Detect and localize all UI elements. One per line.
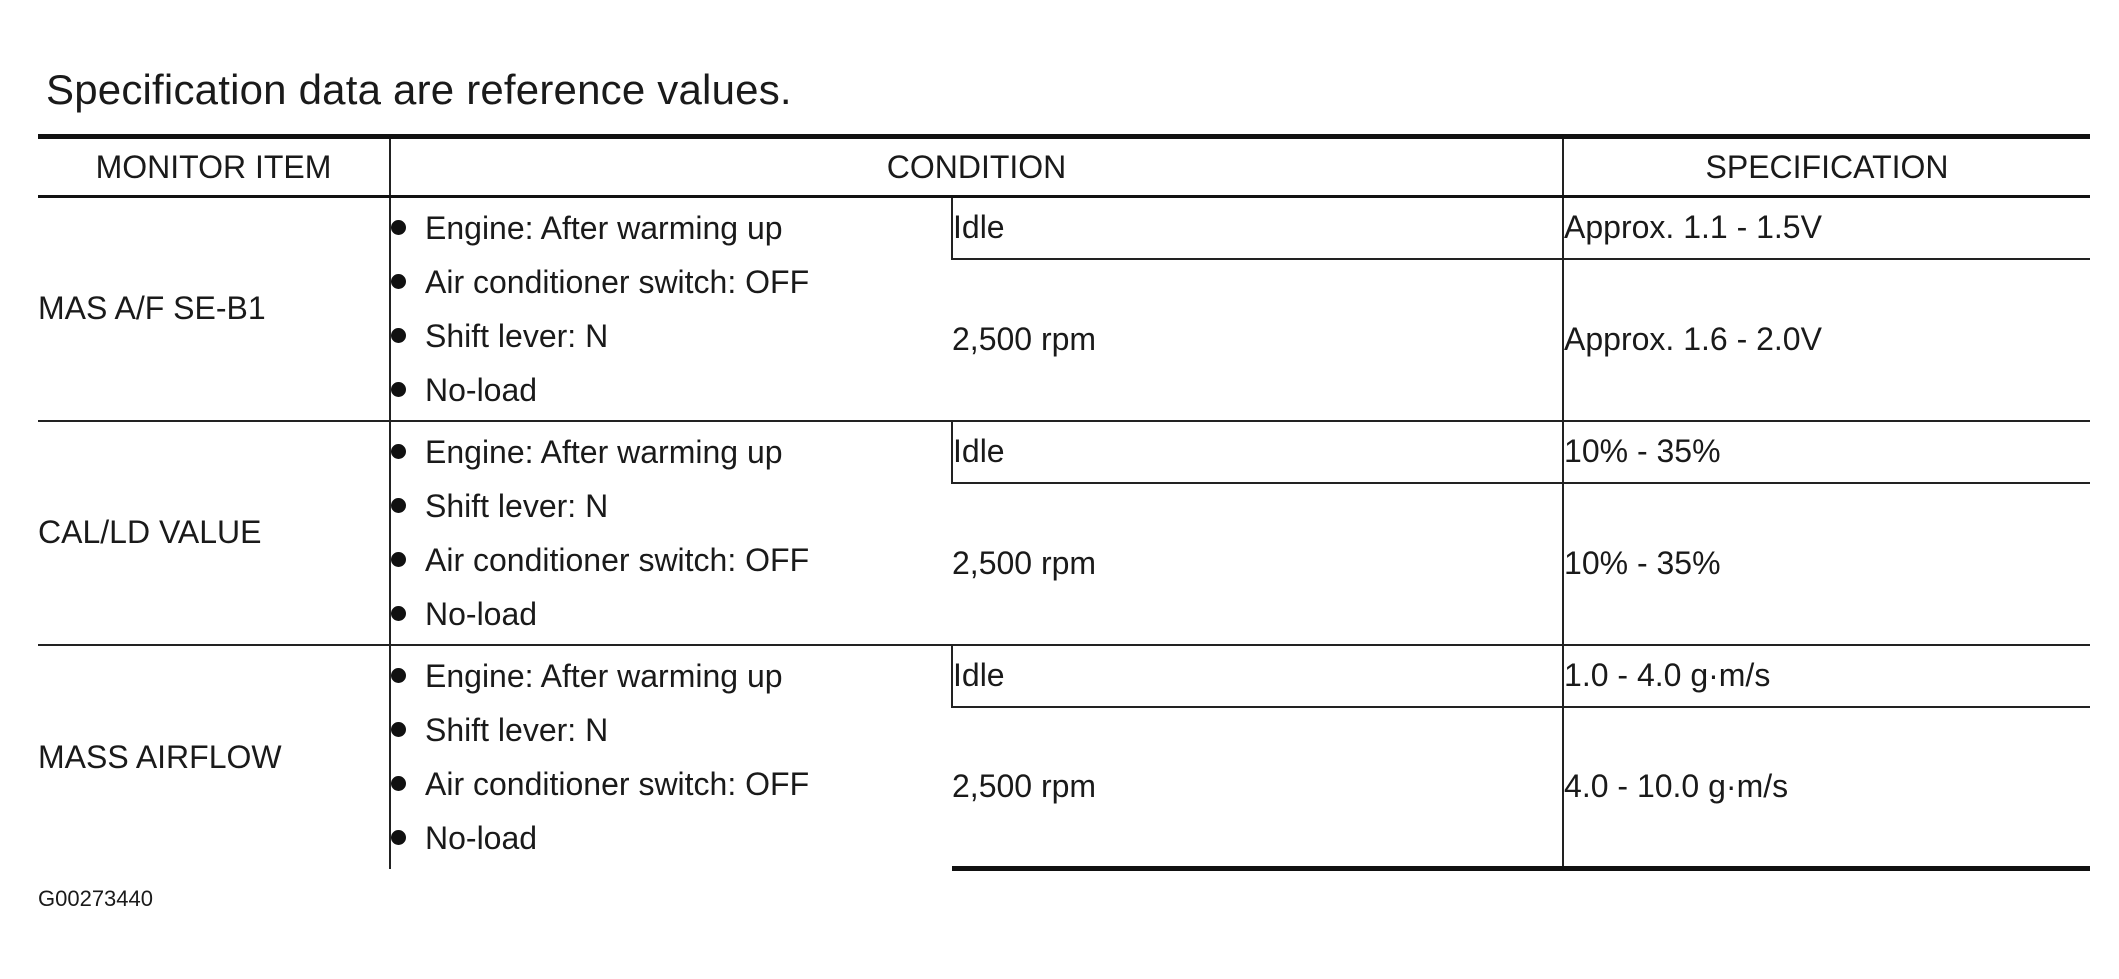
monitor-item-cell: MASS AIRFLOW <box>38 645 390 869</box>
condition-item: Shift lever: N <box>391 479 951 533</box>
sub-condition-cell: Idle <box>952 197 1563 259</box>
bullet-icon <box>391 830 406 845</box>
bullet-icon <box>391 606 406 621</box>
condition-item: Air conditioner switch: OFF <box>391 255 951 309</box>
condition-item: Shift lever: N <box>391 309 951 363</box>
condition-list <box>391 425 951 641</box>
bullet-icon <box>391 328 406 343</box>
sub-condition-cell: 2,500 rpm <box>952 259 1563 421</box>
bullet-icon <box>391 498 406 513</box>
header-specification: SPECIFICATION <box>1563 137 2090 197</box>
condition-item: Air conditioner switch: OFF <box>391 533 951 587</box>
specification-cell: 10% - 35% <box>1563 421 2090 483</box>
sub-condition-cell: Idle <box>952 421 1563 483</box>
bullet-icon <box>391 722 406 737</box>
condition-list <box>391 201 951 417</box>
sub-condition-cell: 2,500 rpm <box>952 483 1563 645</box>
bullet-icon <box>391 776 406 791</box>
header-condition: CONDITION <box>390 137 1563 197</box>
header-monitor-item: MONITOR ITEM <box>95 148 332 185</box>
condition-item: Air conditioner switch: OFF <box>391 757 951 811</box>
table-row <box>38 645 2090 707</box>
page-heading: Specification data are reference values. <box>46 66 792 113</box>
table-row <box>38 197 2090 259</box>
sub-condition-cell: Idle <box>952 645 1563 707</box>
figure-id: G00273440 <box>38 886 153 911</box>
condition-list-cell <box>390 197 952 421</box>
monitor-item-cell: CAL/LD VALUE <box>38 421 390 645</box>
condition-item: Engine: After warming up <box>391 649 951 703</box>
condition-list <box>391 649 951 865</box>
sub-condition-cell: 2,500 rpm <box>952 707 1563 869</box>
condition-item: Engine: After warming up <box>391 425 951 479</box>
bullet-icon <box>391 668 406 683</box>
condition-item: No-load <box>391 363 951 417</box>
condition-list-cell <box>390 421 952 645</box>
bullet-icon <box>391 220 406 235</box>
bullet-icon <box>391 274 406 289</box>
specification-table <box>38 134 2090 871</box>
monitor-item-cell: MAS A/F SE-B1 <box>38 197 390 421</box>
table-header-row <box>38 137 2090 197</box>
specification-cell: Approx. 1.6 - 2.0V <box>1563 259 2090 421</box>
condition-item: Engine: After warming up <box>391 201 951 255</box>
condition-item: No-load <box>391 587 951 641</box>
specification-cell: 4.0 - 10.0 g·m/s <box>1563 707 2090 869</box>
condition-item: Shift lever: N <box>391 703 951 757</box>
bullet-icon <box>391 382 406 397</box>
condition-item: No-load <box>391 811 951 865</box>
specification-cell: Approx. 1.1 - 1.5V <box>1563 197 2090 259</box>
table-row <box>38 421 2090 483</box>
bullet-icon <box>391 552 406 567</box>
specification-cell: 10% - 35% <box>1563 483 2090 645</box>
specification-cell: 1.0 - 4.0 g·m/s <box>1563 645 2090 707</box>
bullet-icon <box>391 444 406 459</box>
condition-list-cell <box>390 645 952 869</box>
